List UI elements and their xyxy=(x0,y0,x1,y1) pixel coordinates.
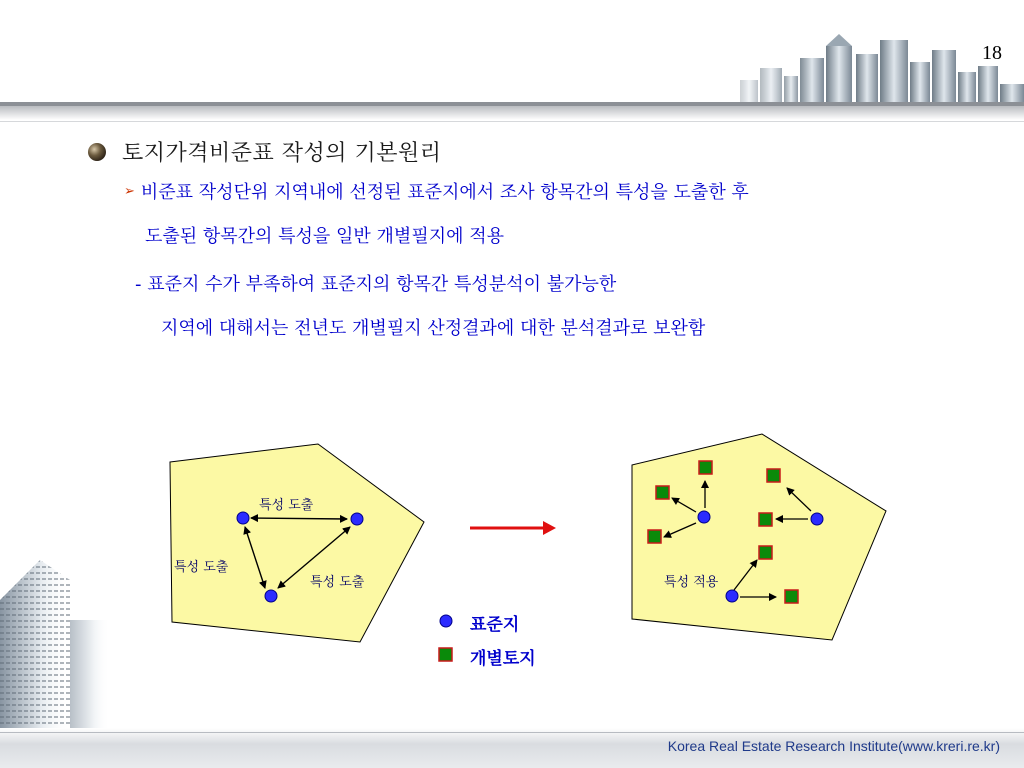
body-line-4: 지역에 대해서는 전년도 개별필지 산정결과에 대한 분석결과로 보완함 xyxy=(161,318,706,339)
footer-institute: Korea Real Estate Research Institute(www.kreri.re.kr) xyxy=(667,738,1000,754)
individual-parcel xyxy=(759,513,772,526)
transition-arrowhead xyxy=(543,521,556,535)
arrowhead-bullet-icon: ➢ xyxy=(124,183,135,199)
body-line-1: 비준표 작성단위 지역내에 선정된 표준지에서 조사 항목간의 특성을 도출한 후 xyxy=(140,182,749,203)
individual-parcel xyxy=(699,461,712,474)
body-line-3: - 표준지 수가 부족하여 표준지의 항목간 특성분석이 불가능한 xyxy=(135,274,617,295)
header-rule xyxy=(0,100,1024,126)
skyline-graphic xyxy=(700,28,1024,104)
standard-point xyxy=(351,513,363,525)
legend-standard-label: 표준지 xyxy=(470,615,520,635)
label-derive-left: 특성 도출 xyxy=(174,560,229,575)
left-region xyxy=(170,444,424,642)
legend-individual-label: 개별토지 xyxy=(470,649,536,669)
standard-point xyxy=(265,590,277,602)
slide-title: 토지가격비준표 작성의 기본원리 xyxy=(122,141,442,166)
label-derive-top: 특성 도출 xyxy=(259,498,314,513)
standard-point xyxy=(237,512,249,524)
label-apply: 특성 적용 xyxy=(664,575,719,590)
legend-standard-symbol xyxy=(440,615,452,627)
right-region xyxy=(632,434,886,640)
standard-point xyxy=(726,590,738,602)
sphere-bullet-icon xyxy=(86,141,108,163)
building-graphic xyxy=(0,560,110,728)
title-row xyxy=(86,136,442,167)
legend-individual-symbol xyxy=(439,648,452,661)
page-number: 18 xyxy=(982,42,1002,64)
individual-parcel xyxy=(656,486,669,499)
arrow-top xyxy=(251,518,347,519)
standard-point xyxy=(698,511,710,523)
individual-parcel xyxy=(648,530,661,543)
label-derive-right: 특성 도출 xyxy=(310,575,365,590)
bullet-item xyxy=(124,178,749,204)
standard-point xyxy=(811,513,823,525)
individual-parcel xyxy=(785,590,798,603)
body-line-2: 도출된 항목간의 특성을 일반 개별필지에 적용 xyxy=(145,226,504,247)
individual-parcel xyxy=(767,469,780,482)
individual-parcel xyxy=(759,546,772,559)
